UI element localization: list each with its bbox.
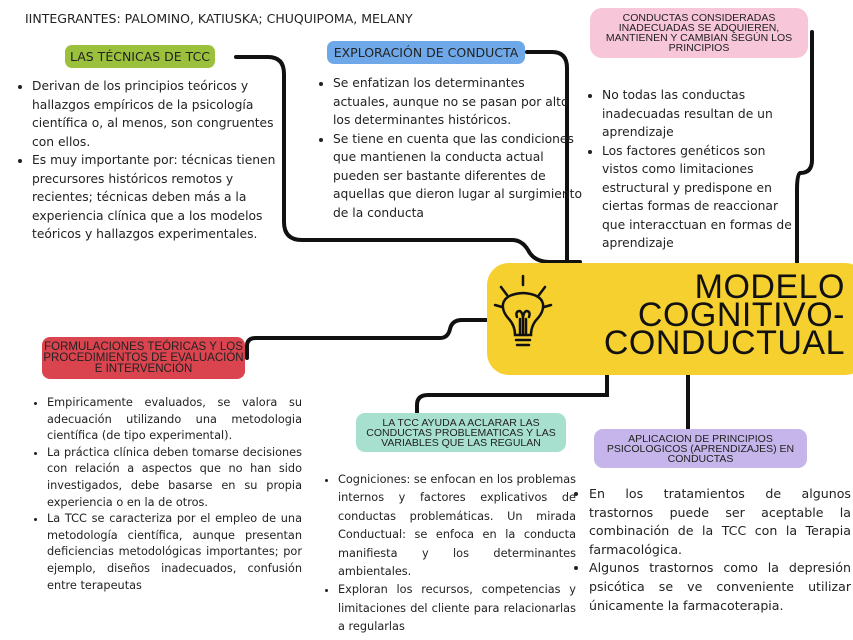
node-tecnicas-label — [65, 45, 215, 68]
label-text: CONDUCTAS CONSIDERADAS INADECUADAS SE ADQUIEREN, MANTIENEN Y CAMBIAN SEGÚN LOS PRINCIPIOS — [605, 12, 793, 54]
list-item: • Algunos trastornos como la depresión psicótica se ve conveniente utilizar únicamente la farmacoterapia. — [589, 559, 851, 615]
label-text: APLICACION DE PRINCIPIOS PSICOLOGICOS (APRENDIZAJES) EN CONDUCTAS — [606, 432, 795, 465]
list-item: • Empiricamente evaluados, se valora su adecuación utilizando una metodologia científica (de tipo experimental). — [47, 395, 302, 445]
list-item: • Es muy importante por: técnicas tienen precursores históricos remotos y recientes; técnicas deben más a la experiencia clínica que a los modelos teóricos y hallazgos experimentales. — [32, 151, 280, 244]
lightbulb-icon — [493, 273, 555, 359]
list-item: • La práctica clínica deben tomarse decisiones con relación a aspectos que no han sido investigados, debe basarse en su propia experiencia o en la de otros. — [47, 445, 302, 511]
exploracion-bullets — [319, 74, 583, 222]
members-header: IINTEGRANTES: PALOMINO, KATIUSKA; CHUQUIPOMA, MELANY — [25, 11, 413, 26]
list-item: • Se enfatizan los determinantes actuales, aunque no se pasan por alto los determinantes históricos. — [333, 74, 583, 130]
label-text: LAS TÉCNICAS DE TCC — [69, 49, 211, 64]
list-item: • En los tratamientos de algunos trastornos puede ser aceptable la combinación de la TCC con la Terapia farmacológica. — [589, 485, 851, 559]
label-text: LA TCC AYUDA A ACLARAR LAS CONDUCTAS PROBLEMATICAS Y LAS VARIABLES QUE LAS REGULAN — [366, 416, 556, 449]
label-text: FORMULACIONES TEÓRICAS Y LOS PROCEDIMIENTOS DE EVALUACIÓN E INTERVENCIÓN — [43, 340, 244, 375]
list-item: • No todas las conductas inadecuadas resultan de un aprendizaje — [602, 86, 792, 142]
connector-conductas — [797, 32, 812, 263]
node-conductas-label — [590, 8, 808, 58]
list-item: • Exploran los recursos, competencias y limitaciones del cliente para relacionarlas a regularlas — [338, 581, 576, 636]
list-item: • Cogniciones: se enfocan en los problemas internos y factores explicativos de conductas problemáticas. Un mirada Conductual: se enfoca en la conducta manifiesta y los determinantes ambientales. — [338, 471, 576, 581]
title-line: COGNITIVO- — [637, 296, 845, 334]
label-text: EXPLORACIÓN DE CONDUCTA — [333, 45, 519, 60]
tecnicas-bullets — [18, 77, 280, 244]
aplicacion-bullets — [575, 485, 851, 615]
central-topic — [487, 263, 853, 375]
node-exploracion-label — [327, 41, 525, 64]
title-line: CONDUCTUAL — [603, 324, 845, 362]
list-item: • Derivan de los principios teóricos y hallazgos empíricos de la psicología científica o, al menos, son congruentes con ellos. — [32, 77, 280, 151]
node-aclarar-label — [356, 413, 566, 452]
formulaciones-bullets — [33, 395, 302, 594]
central-title — [603, 268, 845, 362]
node-formulaciones-label — [42, 337, 245, 379]
list-item: • Se tiene en cuenta que las condiciones que mantienen la conducta actual pueden ser bastante diferentes de aquellas que dieron lugar al surgimiento de la conducta — [333, 130, 583, 223]
node-aplicacion-label — [594, 429, 807, 468]
list-item: • La TCC se caracteriza por el empleo de una metodología científica, aunque presentan deficiencias metodológicas importantes; por ejemplo, diseños inadecuados, confusión entre terapeutas — [47, 511, 302, 594]
list-item: • Los factores genéticos son vistos como limitaciones estructural y predispone en ciertas formas de reaccionar que interacctuan en formas de aprendizaje — [602, 142, 792, 253]
title-line: MODELO — [694, 268, 845, 306]
aclarar-bullets — [324, 471, 576, 637]
connector-aclarar — [417, 375, 607, 413]
connector-formulaciones — [247, 320, 489, 358]
conductas-bullets — [588, 86, 792, 253]
